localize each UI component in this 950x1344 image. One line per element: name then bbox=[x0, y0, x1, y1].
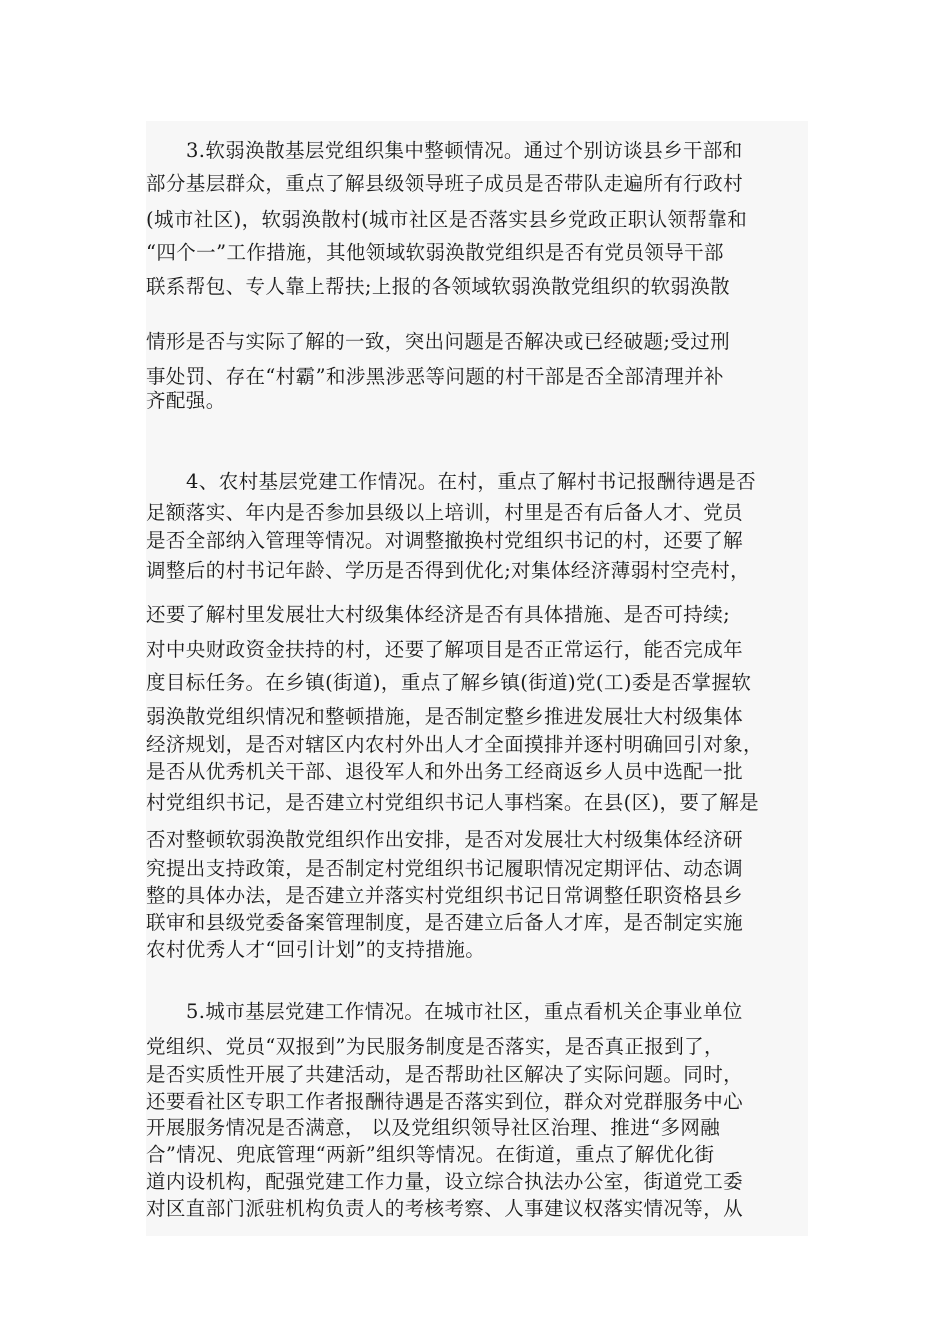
text-line: 弱涣散党组织情况和整顿措施，是否制定整乡推进发展壮大村级集体 bbox=[146, 705, 744, 728]
text-line: 是否从优秀机关干部、退役军人和外出务工经商返乡人员中选配一批 bbox=[146, 760, 744, 783]
text-line: 经济规划，是否对辖区内农村外出人才全面摸排并逐村明确回引对象， bbox=[146, 733, 763, 756]
text-line: 3.软弱涣散基层党组织集中整顿情况。通过个别访谈县乡干部和 bbox=[186, 139, 743, 162]
text-line: (城市社区)，软弱涣散村(城市社区是否落实县乡党政正职认领帮靠和 bbox=[146, 208, 748, 231]
text-line: 道内设机构，配强党建工作力量，设立综合执法办公室，街道党工委 bbox=[146, 1170, 744, 1193]
text-line: 对中央财政资金扶持的村，还要了解项目是否正常运行，能否完成年 bbox=[146, 638, 744, 661]
text-line: 还要看社区专职工作者报酬待遇是否落实到位，群众对党群服务中心 bbox=[146, 1090, 744, 1113]
text-line: 度目标任务。在乡镇(街道)，重点了解乡镇(街道)党(工)委是否掌握软 bbox=[146, 671, 752, 694]
text-line: 4、农村基层党建工作情况。在村，重点了解村书记报酬待遇是否 bbox=[186, 470, 757, 493]
text-line: 情形是否与实际了解的一致，突出问题是否解决或已经破题;受过刑 bbox=[146, 330, 731, 353]
text-line: 究提出支持政策，是否制定村党组织书记履职情况定期评估、动态调 bbox=[146, 857, 744, 880]
text-line: 否对整顿软弱涣散党组织作出安排，是否对发展壮大村级集体经济研 bbox=[146, 828, 744, 851]
text-line: 党组织、党员“双报到”为民服务制度是否落实，是否真正报到了， bbox=[146, 1035, 724, 1058]
text-line: 联审和县级党委备案管理制度，是否建立后备人才库，是否制定实施 bbox=[146, 911, 744, 934]
text-line: 对区直部门派驻机构负责人的考核考察、人事建议权落实情况等，从 bbox=[146, 1197, 744, 1220]
text-line: 整的具体办法，是否建立并落实村党组织书记日常调整任职资格县乡 bbox=[146, 884, 744, 907]
text-line: 开展服务情况是否满意， 以及党组织领导社区治理、推进“多网融 bbox=[146, 1116, 721, 1139]
text-line: 事处罚、存在“村霸”和涉黑涉恶等问题的村干部是否全部清理并补 bbox=[146, 365, 724, 388]
text-line: 足额落实、年内是否参加县级以上培训，村里是否有后备人才、党员 bbox=[146, 501, 744, 524]
text-line: “四个一”工作措施，其他领域软弱涣散党组织是否有党员领导干部 bbox=[146, 241, 724, 264]
text-line: 部分基层群众，重点了解县级领导班子成员是否带队走遍所有行政村 bbox=[146, 172, 744, 195]
text-line: 5.城市基层党建工作情况。在城市社区，重点看机关企事业单位 bbox=[186, 1000, 743, 1023]
text-line: 村党组织书记，是否建立村党组织书记人事档案。在县(区)，要了解是 bbox=[146, 791, 760, 814]
text-line: 是否全部纳入管理等情况。对调整撤换村党组织书记的村，还要了解 bbox=[146, 529, 744, 552]
text-line: 联系帮包、专人靠上帮扶;上报的各领域软弱涣散党组织的软弱涣散 bbox=[146, 275, 731, 298]
text-line: 齐配强。 bbox=[146, 389, 226, 412]
text-line: 还要了解村里发展壮大村级集体经济是否有具体措施、是否可持续; bbox=[146, 603, 731, 626]
document-text-block bbox=[146, 121, 808, 1236]
text-line: 农村优秀人才“回引计划”的支持措施。 bbox=[146, 938, 486, 961]
text-line: 合”情况、兜底管理“两新”组织等情况。在街道，重点了解优化街 bbox=[146, 1143, 715, 1166]
text-line: 调整后的村书记年龄、学历是否得到优化;对集体经济薄弱村空壳村， bbox=[146, 559, 750, 582]
text-line: 是否实质性开展了共建活动，是否帮助社区解决了实际问题。同时， bbox=[146, 1063, 744, 1086]
